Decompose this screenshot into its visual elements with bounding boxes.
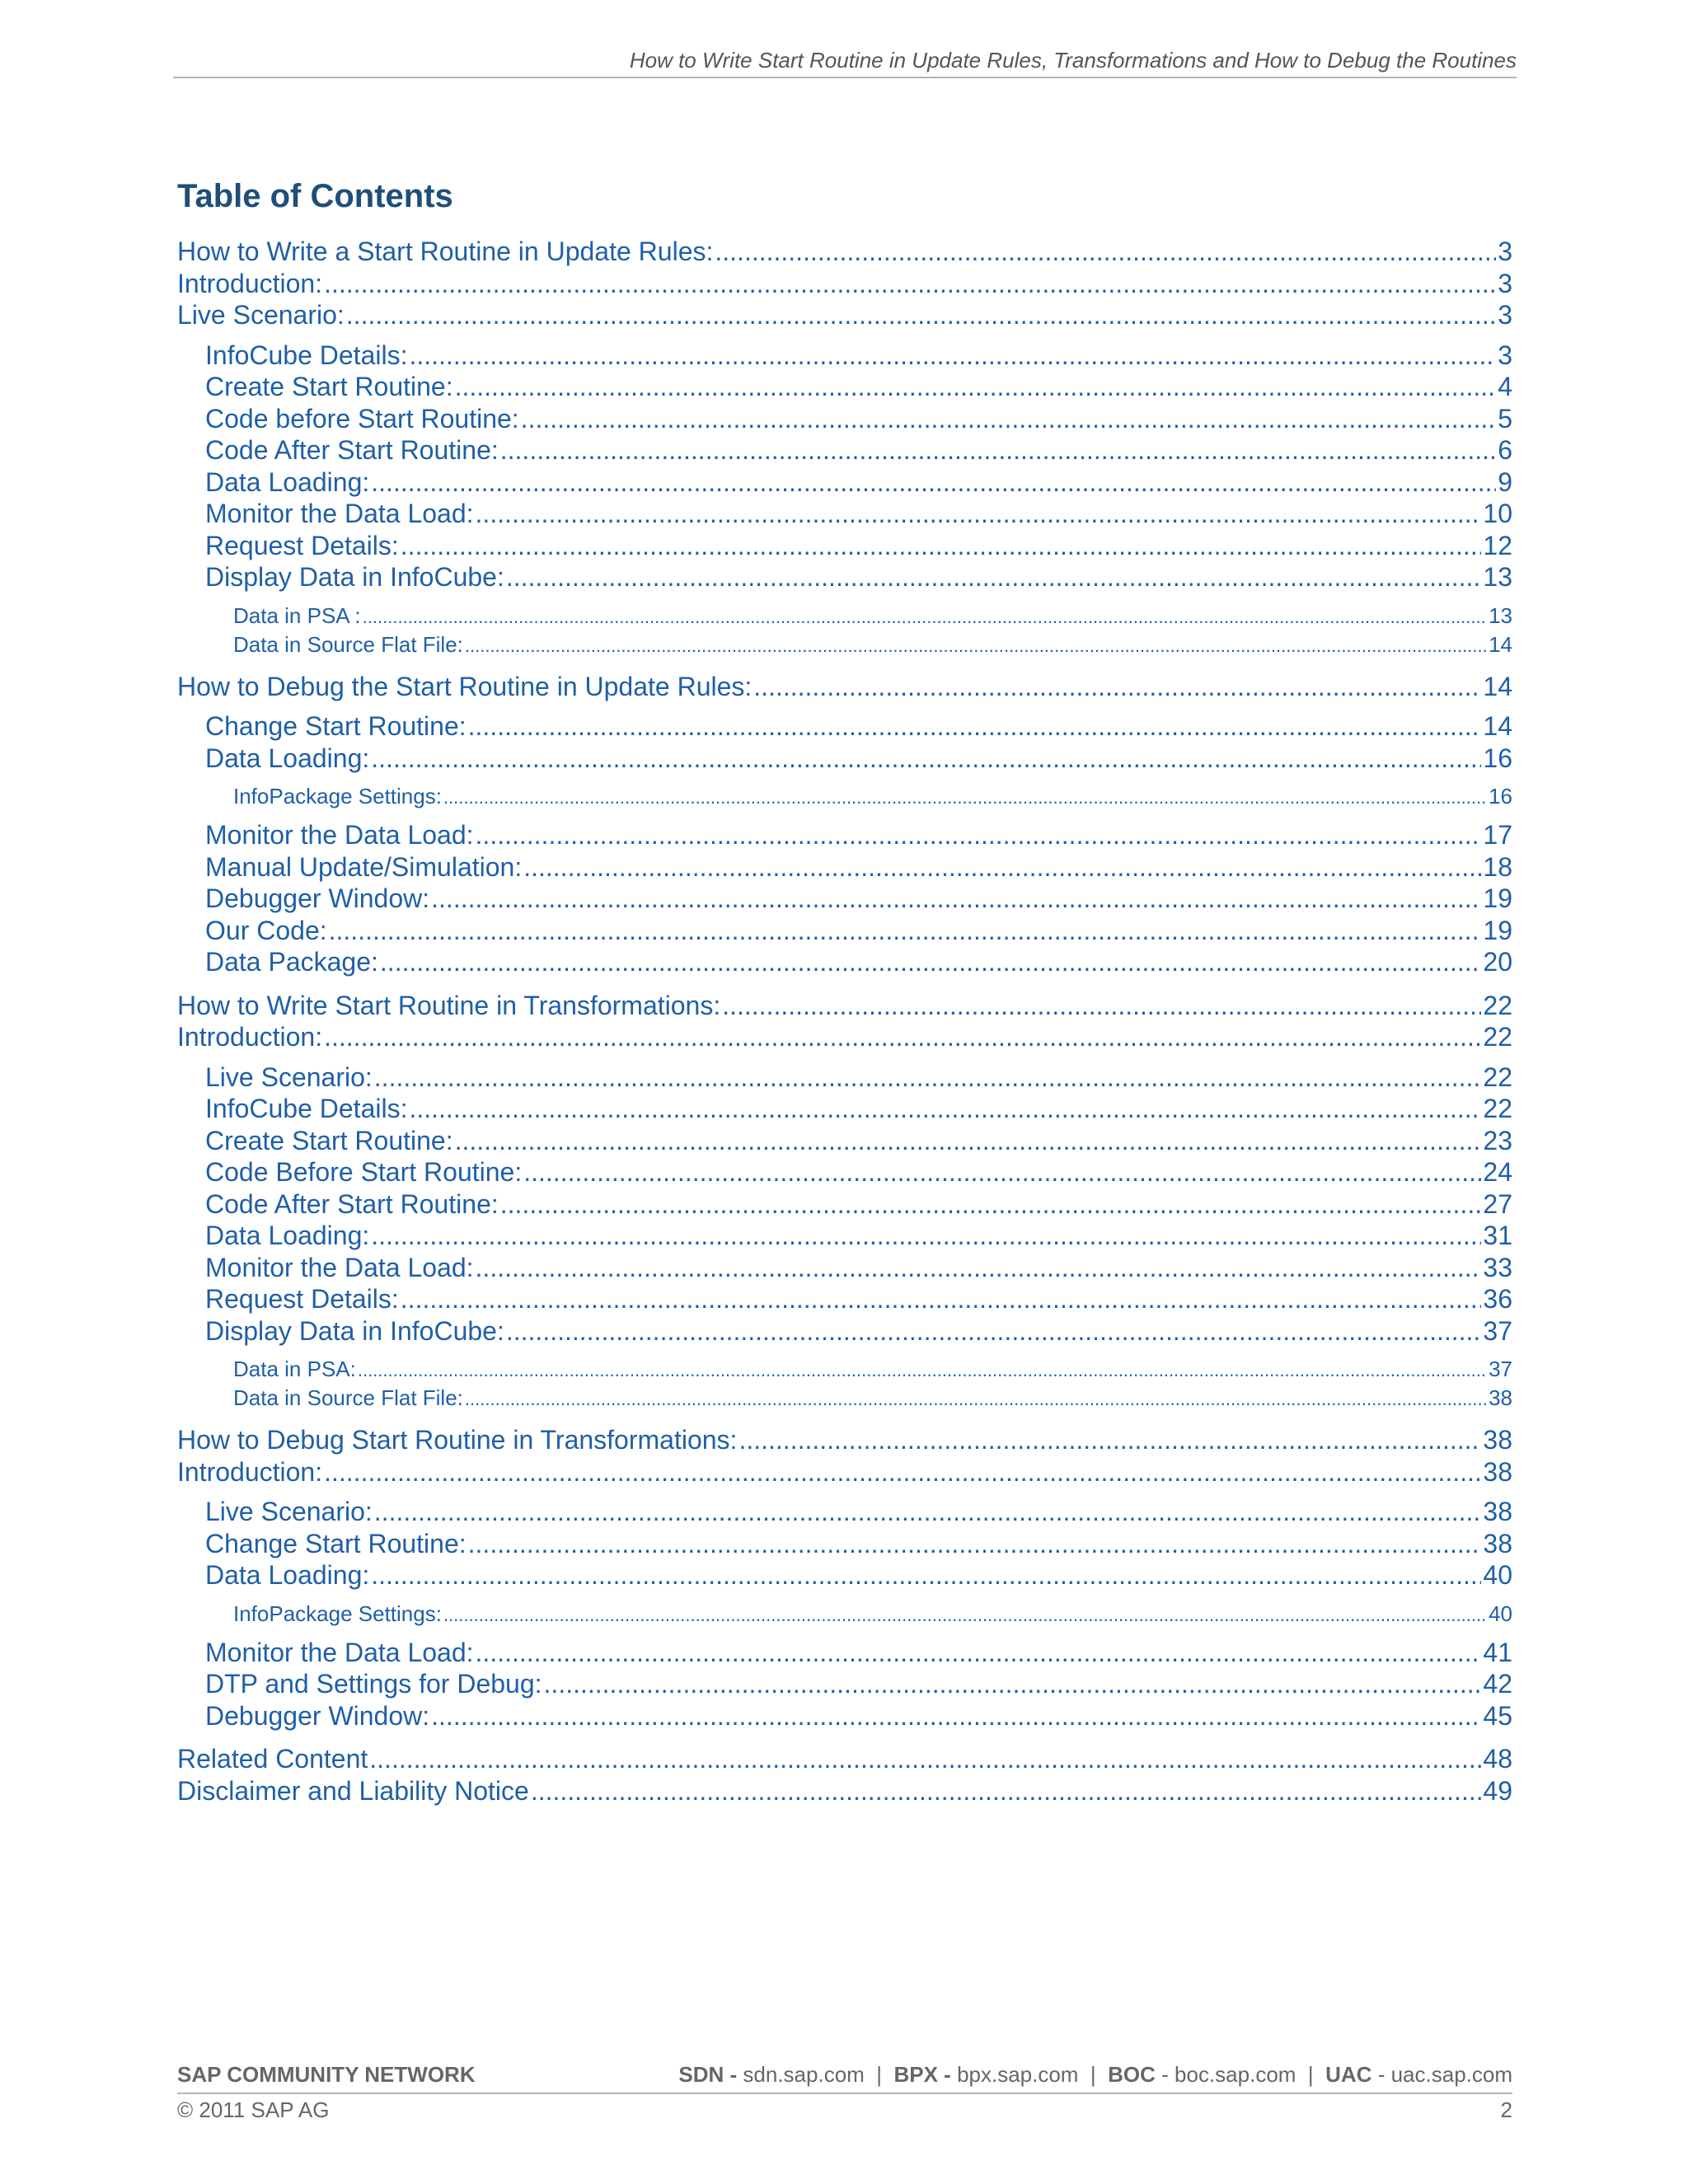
toc-leader-dots bbox=[363, 602, 1487, 631]
table-of-contents bbox=[177, 236, 1512, 1807]
bpx-link[interactable]: bpx.sap.com bbox=[957, 2062, 1079, 2087]
toc-entry[interactable] bbox=[177, 236, 1512, 268]
toc-entry-label: Live Scenario: bbox=[177, 300, 345, 330]
toc-entry[interactable] bbox=[177, 1156, 1512, 1188]
toc-entry-label: Code Before Start Routine: bbox=[205, 1157, 523, 1187]
footer-separator: | bbox=[1307, 2062, 1314, 2087]
toc-leader-dots bbox=[371, 743, 1481, 775]
toc-entry-page: 16 bbox=[1483, 743, 1512, 773]
toc-entry-label: Introduction: bbox=[177, 1456, 323, 1487]
toc-entry-page: 17 bbox=[1483, 820, 1512, 850]
toc-entry[interactable] bbox=[177, 851, 1512, 883]
toc-entry[interactable] bbox=[177, 530, 1512, 562]
toc-entry-page: 22 bbox=[1483, 1062, 1512, 1092]
toc-entry-page: 14 bbox=[1483, 671, 1512, 701]
toc-entry[interactable] bbox=[177, 743, 1512, 775]
footer-divider bbox=[177, 2093, 1512, 2094]
toc-entry-label: Code After Start Routine: bbox=[205, 435, 499, 465]
toc-entry-page: 45 bbox=[1483, 1700, 1512, 1731]
toc-entry-page: 10 bbox=[1483, 499, 1512, 528]
toc-entry[interactable] bbox=[177, 299, 1512, 331]
toc-entry-page: 19 bbox=[1483, 883, 1512, 913]
toc-leader-dots bbox=[468, 710, 1482, 743]
toc-entry-page: 22 bbox=[1483, 1094, 1512, 1123]
toc-entry-label: Live Scenario: bbox=[205, 1062, 373, 1092]
toc-entry[interactable] bbox=[177, 915, 1512, 947]
toc-leader-dots bbox=[465, 631, 1487, 660]
toc-entry-label: Our Code: bbox=[205, 915, 327, 945]
toc-entry-page: 49 bbox=[1483, 1775, 1512, 1806]
toc-leader-dots bbox=[374, 1496, 1482, 1528]
toc-leader-dots bbox=[369, 1743, 1481, 1775]
toc-entry-page: 31 bbox=[1483, 1221, 1512, 1250]
toc-entry-page: 37 bbox=[1483, 1315, 1512, 1346]
toc-entry-label: How to Debug Start Routine in Transformations: bbox=[177, 1425, 738, 1455]
toc-leader-dots bbox=[531, 1775, 1482, 1807]
toc-leader-dots bbox=[329, 915, 1482, 947]
toc-leader-dots bbox=[476, 1637, 1482, 1669]
toc-entry-label: Data Loading: bbox=[205, 466, 370, 497]
toc-leader-dots bbox=[738, 1424, 1481, 1456]
toc-entry-label: Data Loading: bbox=[205, 1560, 370, 1590]
toc-entry-page: 42 bbox=[1483, 1669, 1512, 1699]
toc-entry-page: 3 bbox=[1498, 300, 1512, 330]
toc-entry-page: 13 bbox=[1483, 562, 1512, 592]
header-divider bbox=[173, 77, 1517, 78]
toc-leader-dots bbox=[324, 1456, 1481, 1488]
toc-entry[interactable] bbox=[177, 671, 1512, 703]
toc-entry[interactable] bbox=[177, 1125, 1512, 1157]
toc-entry-page: 19 bbox=[1483, 915, 1512, 945]
toc-entry[interactable] bbox=[177, 561, 1512, 593]
toc-leader-dots bbox=[455, 1125, 1482, 1157]
toc-leader-dots bbox=[753, 671, 1481, 703]
toc-entry-page: 12 bbox=[1483, 530, 1512, 560]
toc-leader-dots bbox=[523, 1156, 1481, 1188]
toc-entry-label: Create Start Routine: bbox=[205, 372, 453, 401]
toc-leader-dots bbox=[324, 268, 1496, 300]
toc-leader-dots bbox=[409, 1093, 1481, 1125]
toc-leader-dots bbox=[500, 1188, 1482, 1221]
toc-entry-label: Data in Source Flat File: bbox=[233, 631, 463, 657]
toc-entry[interactable] bbox=[177, 1220, 1512, 1252]
toc-entry-label: Request Details: bbox=[205, 530, 399, 560]
toc-entry-page: 38 bbox=[1483, 1497, 1512, 1526]
uac-label: UAC bbox=[1325, 2062, 1372, 2087]
toc-entry[interactable] bbox=[177, 782, 1512, 811]
toc-entry-label: Live Scenario: bbox=[205, 1497, 373, 1526]
toc-entry-label: Introduction: bbox=[177, 1022, 323, 1052]
toc-leader-dots bbox=[431, 1700, 1481, 1732]
toc-entry[interactable] bbox=[177, 340, 1512, 372]
toc-entry-page: 4 bbox=[1498, 372, 1512, 401]
boc-link[interactable]: - boc.sap.com bbox=[1161, 2062, 1296, 2087]
bpx-label: BPX - bbox=[893, 2062, 951, 2087]
toc-leader-dots bbox=[468, 1528, 1482, 1560]
toc-entry-page: 38 bbox=[1483, 1456, 1512, 1487]
toc-entry[interactable] bbox=[177, 1315, 1512, 1347]
toc-entry[interactable] bbox=[177, 1743, 1512, 1775]
toc-entry[interactable] bbox=[177, 1021, 1512, 1053]
footer-separator: | bbox=[876, 2062, 883, 2087]
toc-leader-dots bbox=[500, 434, 1496, 466]
toc-entry-label: InfoPackage Settings: bbox=[233, 784, 442, 808]
toc-entry-page: 22 bbox=[1483, 1022, 1512, 1052]
toc-leader-dots bbox=[346, 299, 1496, 331]
toc-leader-dots bbox=[544, 1668, 1482, 1700]
toc-entry[interactable] bbox=[177, 1528, 1512, 1560]
toc-entry[interactable] bbox=[177, 1424, 1512, 1456]
toc-leader-dots bbox=[431, 883, 1481, 915]
toc-entry-label: Manual Update/Simulation: bbox=[205, 851, 523, 882]
toc-entry-label: Monitor the Data Load: bbox=[205, 1252, 474, 1282]
toc-entry[interactable] bbox=[177, 498, 1512, 530]
sdn-label: SDN - bbox=[678, 2062, 738, 2087]
toc-entry[interactable] bbox=[177, 1600, 1512, 1629]
toc-entry-label: Display Data in InfoCube: bbox=[205, 1315, 504, 1346]
toc-leader-dots bbox=[476, 819, 1482, 851]
toc-leader-dots bbox=[380, 946, 1482, 978]
toc-entry-label: Create Start Routine: bbox=[205, 1125, 453, 1155]
toc-entry-label: Data in PSA: bbox=[233, 1357, 356, 1381]
toc-entry-label: DTP and Settings for Debug: bbox=[205, 1669, 542, 1699]
toc-entry-label: How to Write Start Routine in Transformations: bbox=[177, 990, 721, 1020]
toc-entry-page: 48 bbox=[1483, 1744, 1512, 1774]
toc-title: Table of Contents bbox=[177, 178, 453, 214]
toc-leader-dots bbox=[324, 1021, 1481, 1053]
toc-entry-label: Data in Source Flat File: bbox=[233, 1385, 463, 1410]
toc-entry-label: Code before Start Routine: bbox=[205, 403, 519, 434]
toc-entry-page: 6 bbox=[1498, 435, 1512, 465]
toc-entry[interactable] bbox=[177, 1775, 1512, 1807]
toc-entry-label: Disclaimer and Liability Notice bbox=[177, 1775, 529, 1806]
toc-entry-label: Debugger Window: bbox=[205, 883, 430, 913]
toc-entry-label: Data Package: bbox=[205, 947, 378, 977]
footer-network-name: SAP COMMUNITY NETWORK bbox=[177, 2062, 476, 2087]
toc-entry-page: 36 bbox=[1483, 1284, 1512, 1314]
toc-entry-page: 24 bbox=[1483, 1157, 1512, 1187]
toc-entry-page: 27 bbox=[1483, 1188, 1512, 1219]
toc-entry[interactable] bbox=[177, 1700, 1512, 1732]
toc-entry[interactable] bbox=[177, 1456, 1512, 1488]
toc-entry[interactable] bbox=[177, 403, 1512, 435]
toc-entry-page: 3 bbox=[1498, 340, 1512, 370]
toc-entry-label: How to Debug the Start Routine in Update Rules: bbox=[177, 671, 753, 701]
toc-entry-page: 33 bbox=[1483, 1252, 1512, 1282]
toc-entry[interactable] bbox=[177, 434, 1512, 466]
toc-leader-dots bbox=[465, 1385, 1487, 1413]
toc-leader-dots bbox=[401, 1283, 1482, 1315]
toc-leader-dots bbox=[401, 530, 1482, 562]
toc-entry-label: Related Content bbox=[177, 1744, 368, 1774]
toc-leader-dots bbox=[506, 1315, 1482, 1347]
toc-entry-page: 37 bbox=[1489, 1357, 1512, 1381]
toc-entry-label: Data in PSA : bbox=[233, 602, 361, 628]
toc-entry[interactable] bbox=[177, 630, 1512, 659]
boc-label: BOC bbox=[1108, 2062, 1156, 2087]
toc-leader-dots bbox=[443, 1601, 1487, 1629]
toc-entry-label: Code After Start Routine: bbox=[205, 1188, 499, 1219]
toc-entry-page: 40 bbox=[1489, 1601, 1512, 1626]
footer-copyright: © 2011 SAP AG bbox=[177, 2097, 330, 2122]
toc-entry-page: 22 bbox=[1483, 990, 1512, 1020]
toc-leader-dots bbox=[476, 498, 1482, 530]
toc-entry-page: 41 bbox=[1483, 1637, 1512, 1667]
toc-entry[interactable] bbox=[177, 1559, 1512, 1591]
toc-entry-page: 3 bbox=[1498, 237, 1512, 266]
toc-leader-dots bbox=[409, 340, 1496, 372]
toc-entry[interactable] bbox=[177, 1637, 1512, 1669]
toc-leader-dots bbox=[506, 561, 1482, 593]
toc-leader-dots bbox=[523, 851, 1481, 883]
toc-entry[interactable] bbox=[177, 1093, 1512, 1125]
toc-entry-label: Data Loading: bbox=[205, 743, 370, 773]
toc-entry-label: Debugger Window: bbox=[205, 1700, 430, 1731]
running-header-title: How to Write Start Routine in Update Rules, Transformations and How to Debug the Routines bbox=[629, 48, 1517, 73]
toc-entry[interactable] bbox=[177, 819, 1512, 851]
toc-leader-dots bbox=[476, 1252, 1482, 1284]
toc-entry[interactable] bbox=[177, 371, 1512, 403]
toc-entry-page: 20 bbox=[1483, 947, 1512, 977]
footer-separator: | bbox=[1090, 2062, 1096, 2087]
toc-entry-page: 23 bbox=[1483, 1125, 1512, 1155]
toc-entry[interactable] bbox=[177, 1355, 1512, 1384]
toc-entry[interactable] bbox=[177, 1668, 1512, 1700]
toc-leader-dots bbox=[374, 1062, 1482, 1094]
toc-entry-page: 9 bbox=[1498, 466, 1512, 497]
toc-entry-label: Change Start Routine: bbox=[205, 711, 467, 741]
toc-entry[interactable] bbox=[177, 883, 1512, 915]
toc-entry-page: 38 bbox=[1489, 1385, 1512, 1410]
footer-page-number: 2 bbox=[1500, 2097, 1512, 2122]
toc-entry-label: InfoCube Details: bbox=[205, 340, 408, 370]
toc-entry-page: 14 bbox=[1483, 711, 1512, 741]
toc-entry-page: 38 bbox=[1483, 1425, 1512, 1455]
toc-leader-dots bbox=[371, 1220, 1481, 1252]
toc-entry-page: 18 bbox=[1483, 851, 1512, 882]
toc-entry[interactable] bbox=[177, 1283, 1512, 1315]
toc-entry-page: 40 bbox=[1483, 1560, 1512, 1590]
toc-entry-label: InfoPackage Settings: bbox=[233, 1601, 442, 1626]
toc-entry[interactable] bbox=[177, 1252, 1512, 1284]
page-footer bbox=[177, 2062, 1512, 2123]
toc-entry-label: Monitor the Data Load: bbox=[205, 499, 474, 528]
toc-entry[interactable] bbox=[177, 602, 1512, 630]
toc-entry[interactable] bbox=[177, 1062, 1512, 1094]
toc-entry-page: 38 bbox=[1483, 1528, 1512, 1558]
toc-leader-dots bbox=[443, 783, 1487, 812]
toc-entry-page: 14 bbox=[1489, 631, 1512, 657]
toc-entry[interactable] bbox=[177, 1496, 1512, 1528]
toc-entry-label: Monitor the Data Load: bbox=[205, 1637, 474, 1667]
toc-entry[interactable] bbox=[177, 946, 1512, 978]
footer-site-links bbox=[678, 2062, 1512, 2088]
toc-entry-label: Request Details: bbox=[205, 1284, 399, 1314]
toc-entry-label: InfoCube Details: bbox=[205, 1094, 408, 1123]
toc-entry-label: Introduction: bbox=[177, 268, 323, 298]
toc-leader-dots bbox=[521, 403, 1497, 435]
toc-entry-label: Change Start Routine: bbox=[205, 1528, 467, 1558]
toc-entry-label: Monitor the Data Load: bbox=[205, 820, 474, 850]
toc-entry-page: 13 bbox=[1489, 602, 1512, 628]
toc-leader-dots bbox=[371, 1559, 1481, 1591]
toc-entry-label: How to Write a Start Routine in Update Rules: bbox=[177, 237, 714, 266]
toc-leader-dots bbox=[371, 466, 1496, 499]
toc-entry-page: 3 bbox=[1498, 268, 1512, 298]
toc-leader-dots bbox=[455, 371, 1497, 403]
toc-entry[interactable] bbox=[177, 710, 1512, 743]
toc-entry[interactable] bbox=[177, 1188, 1512, 1221]
toc-entry[interactable] bbox=[177, 1384, 1512, 1413]
toc-entry-page: 16 bbox=[1489, 784, 1512, 808]
toc-leader-dots bbox=[358, 1356, 1487, 1385]
toc-entry-label: Display Data in InfoCube: bbox=[205, 562, 504, 592]
toc-leader-dots bbox=[715, 236, 1496, 268]
toc-entry-page: 5 bbox=[1498, 403, 1512, 434]
uac-link[interactable]: - uac.sap.com bbox=[1377, 2062, 1512, 2087]
toc-entry[interactable] bbox=[177, 466, 1512, 499]
toc-entry[interactable] bbox=[177, 268, 1512, 300]
toc-entry[interactable] bbox=[177, 990, 1512, 1022]
sdn-link[interactable]: sdn.sap.com bbox=[743, 2062, 865, 2087]
toc-entry-label: Data Loading: bbox=[205, 1221, 370, 1250]
toc-leader-dots bbox=[722, 990, 1481, 1022]
